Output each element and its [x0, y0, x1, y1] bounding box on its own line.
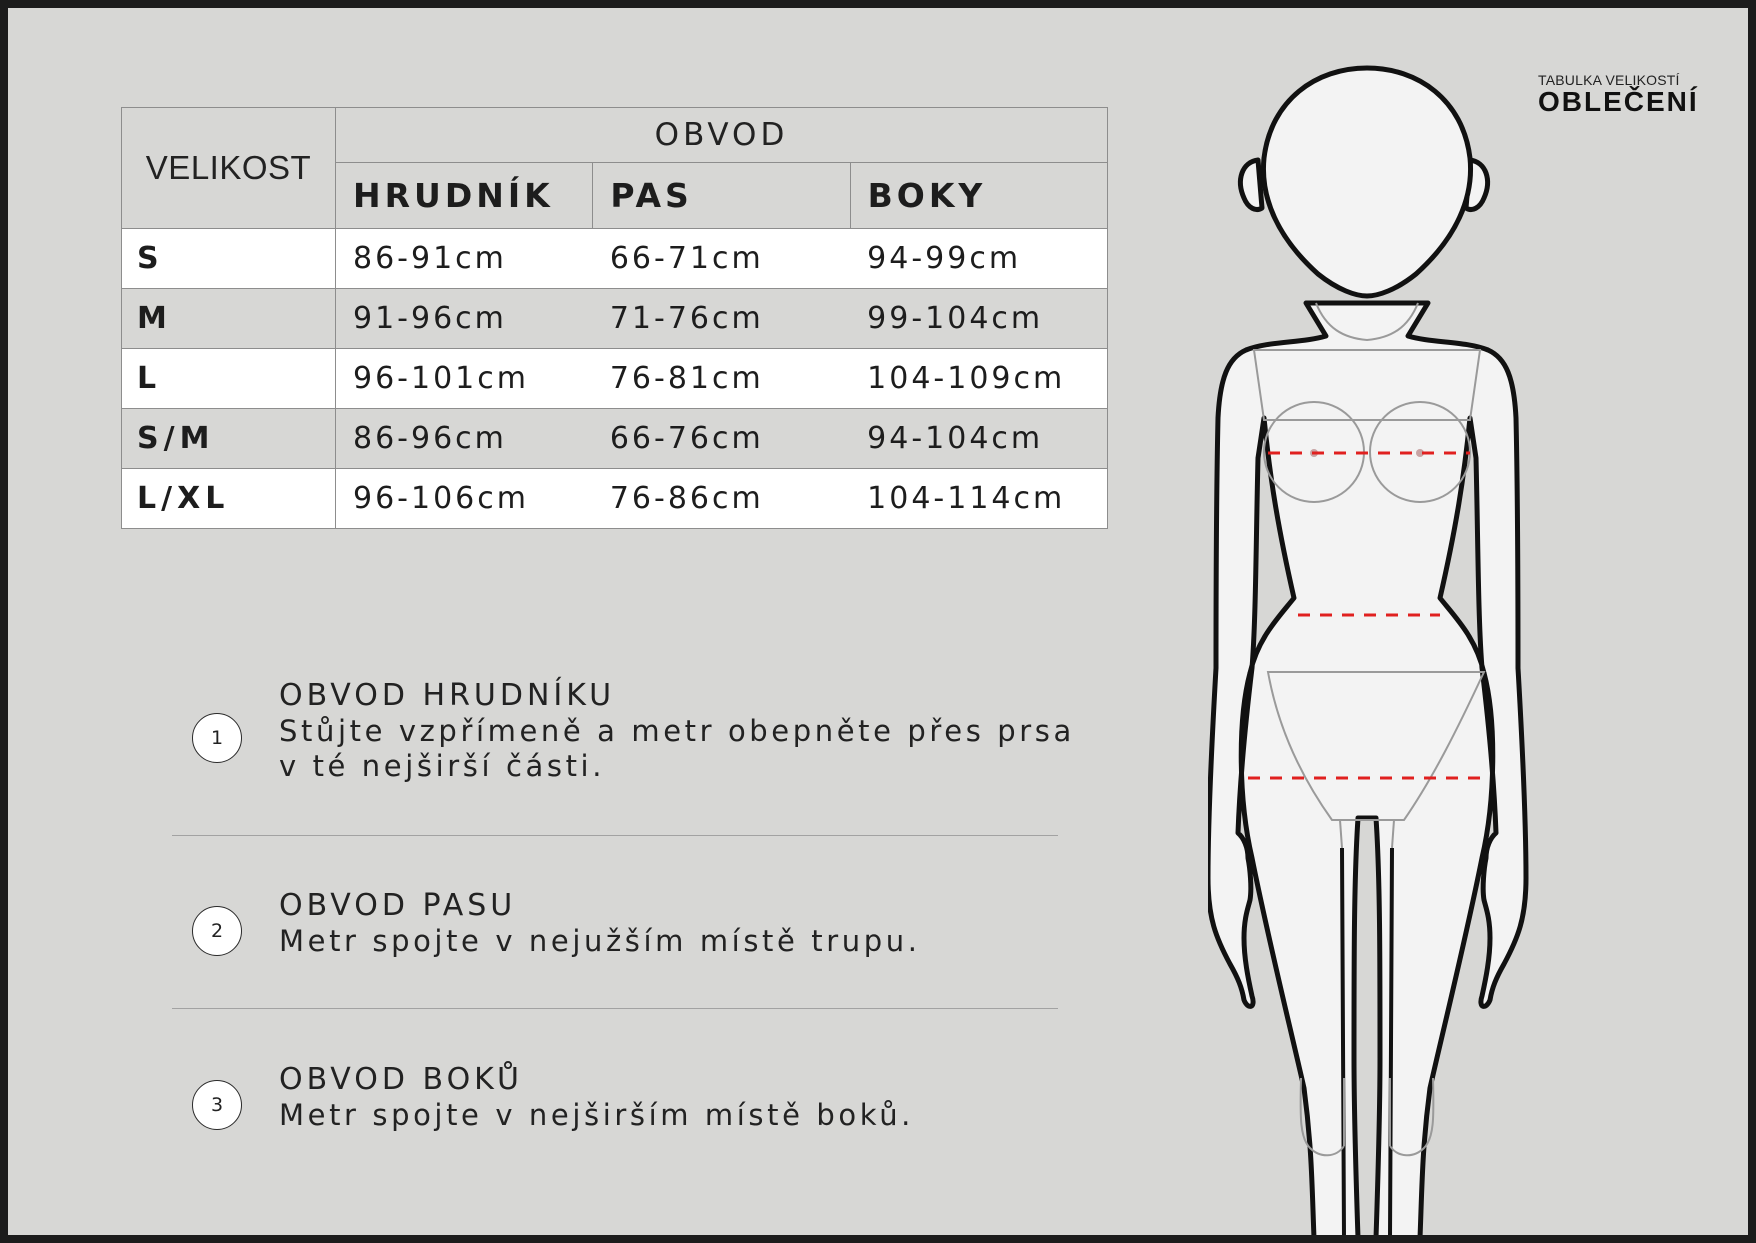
left-ear — [1240, 160, 1262, 210]
chest-cell: 91-96cm — [336, 289, 593, 349]
body-silhouette — [1208, 303, 1526, 1235]
step-description-line: Stůjte vzpřímeně a metr obepněte přes prsa — [279, 714, 1075, 748]
hips-column-header: BOKY — [850, 163, 1107, 229]
table-row — [122, 289, 1108, 349]
hips-cell: 94-99cm — [850, 229, 1107, 289]
waist-cell: 66-76cm — [593, 409, 850, 469]
brand-subtitle: TABULKA VELIKOSTÍ — [1538, 72, 1680, 88]
size-cell: S/M — [122, 409, 336, 469]
table-row — [122, 229, 1108, 289]
step-number-badge: 2 — [192, 906, 242, 956]
waist-column-header: PAS — [593, 163, 850, 229]
chest-cell: 96-106cm — [336, 469, 593, 529]
hips-cell: 94-104cm — [850, 409, 1107, 469]
size-cell: L — [122, 349, 336, 409]
step-description-line: Metr spojte v nejširším místě boků. — [279, 1098, 915, 1132]
step-title: OBVOD BOKŮ — [279, 1062, 524, 1097]
mannequin-figure — [1208, 58, 1568, 1235]
chest-column-header: HRUDNÍK — [336, 163, 593, 229]
table-row — [122, 349, 1108, 409]
chest-cell: 86-96cm — [336, 409, 593, 469]
size-cell: L/XL — [122, 469, 336, 529]
waist-cell: 76-81cm — [593, 349, 850, 409]
step-description — [279, 1098, 914, 1133]
waist-cell: 66-71cm — [593, 229, 850, 289]
brand-title: OBLEČENÍ — [1538, 86, 1699, 117]
step-title: OBVOD PASU — [279, 888, 517, 923]
table-row — [122, 409, 1108, 469]
size-table — [121, 107, 1108, 529]
waist-cell: 71-76cm — [593, 289, 850, 349]
hips-cell: 99-104cm — [850, 289, 1107, 349]
hips-cell: 104-109cm — [850, 349, 1107, 409]
head — [1263, 68, 1470, 296]
chest-cell: 86-91cm — [336, 229, 593, 289]
step-number-badge: 1 — [192, 713, 242, 763]
table-row — [122, 469, 1108, 529]
size-column-header: VELIKOST — [122, 108, 336, 229]
step-description-line: Metr spojte v nejužším místě trupu. — [279, 924, 921, 958]
divider — [172, 835, 1058, 836]
waist-cell: 76-86cm — [593, 469, 850, 529]
hips-cell: 104-114cm — [850, 469, 1107, 529]
divider — [172, 1008, 1058, 1009]
size-guide-page — [8, 8, 1748, 1235]
size-cell: M — [122, 289, 336, 349]
chest-cell: 96-101cm — [336, 349, 593, 409]
step-description — [279, 924, 921, 959]
step-description-line: v té nejširší části. — [279, 749, 606, 783]
step-description — [279, 714, 1075, 784]
size-cell: S — [122, 229, 336, 289]
circumference-group-header: OBVOD — [336, 108, 1108, 163]
step-title: OBVOD HRUDNÍKU — [279, 678, 616, 713]
step-number-badge: 3 — [192, 1080, 242, 1130]
